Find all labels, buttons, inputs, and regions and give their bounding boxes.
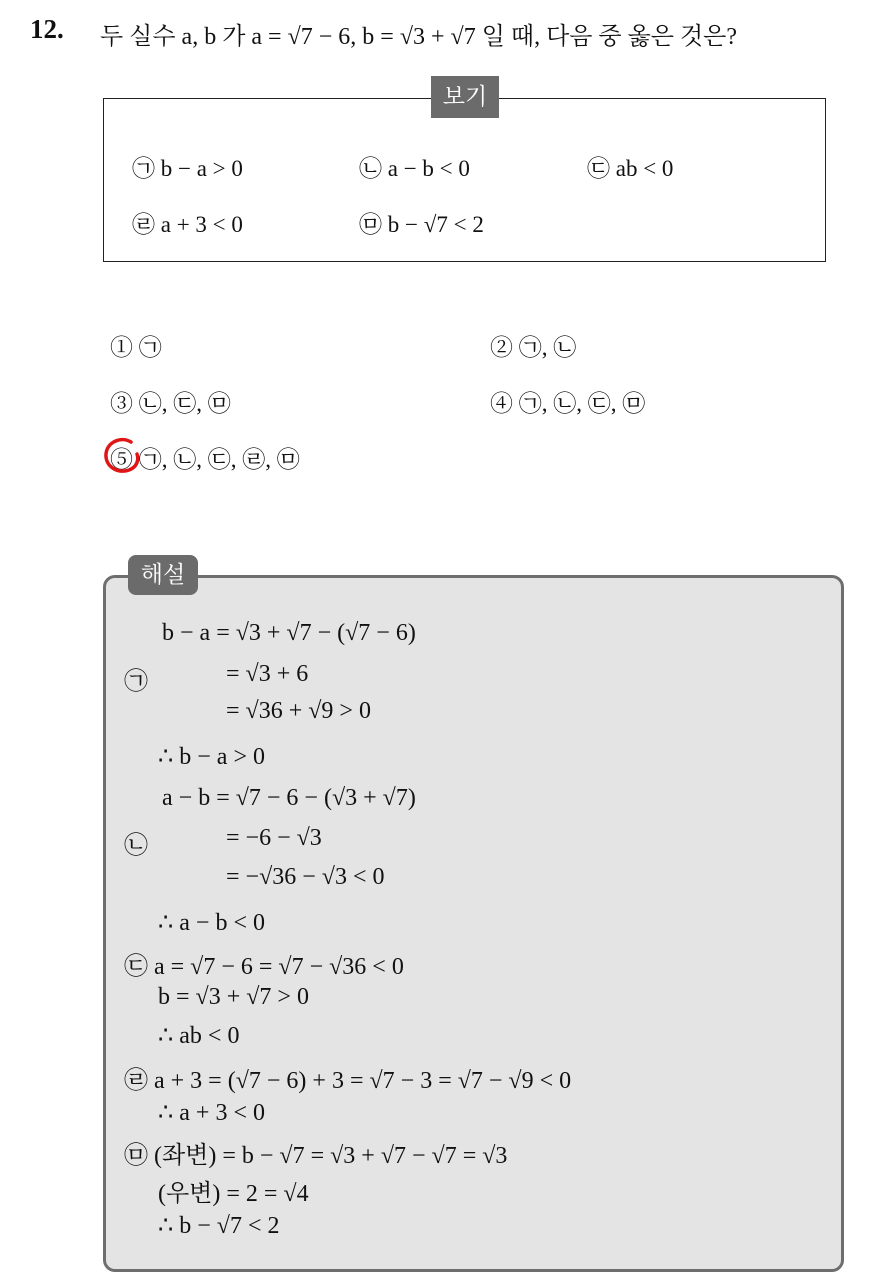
solution-line: ㉣ a + 3 = (√7 − 6) + 3 = √7 − 3 = √7 − √9 < 0	[124, 1068, 572, 1094]
choice-3[interactable]: ③ ㉡, ㉢, ㉤	[110, 391, 231, 416]
bogi-item-1: ㉠ b − a > 0	[132, 156, 243, 181]
answer-mark-circle	[101, 434, 143, 476]
solution-line: b = √3 + √7 > 0	[158, 984, 309, 1010]
solution-line: ∴ a + 3 < 0	[158, 1100, 265, 1126]
solution-label-2: ㉡	[124, 833, 148, 859]
bogi-item-5: ㉤ b − √7 < 2	[359, 212, 484, 237]
solution-line: = √36 + √9 > 0	[226, 698, 371, 724]
solution-line: a − b = √7 − 6 − (√3 + √7)	[162, 785, 416, 811]
solution-label-1: ㉠	[124, 669, 148, 695]
solution-line: ∴ b − √7 < 2	[158, 1213, 280, 1239]
bogi-item-3: ㉢ ab < 0	[587, 156, 674, 181]
solution-line: ∴ b − a > 0	[158, 744, 265, 770]
solution-line: = −√36 − √3 < 0	[226, 864, 385, 890]
bogi-tag: 보기	[431, 76, 499, 118]
solution-line: = √3 + 6	[226, 661, 309, 687]
choice-2[interactable]: ② ㉠, ㉡	[490, 335, 577, 360]
choice-5[interactable]: ⑤ ㉠, ㉡, ㉢, ㉣, ㉤	[110, 447, 300, 472]
solution-line: ㉤ (좌변) = b − √7 = √3 + √7 − √7 = √3	[124, 1143, 508, 1169]
choice-4[interactable]: ④ ㉠, ㉡, ㉢, ㉤	[490, 391, 646, 416]
bogi-item-4: ㉣ a + 3 < 0	[132, 212, 243, 237]
solution-line: b − a = √3 + √7 − (√7 − 6)	[162, 620, 416, 646]
solution-line: ㉢ a = √7 − 6 = √7 − √36 < 0	[124, 954, 404, 980]
solution-tag: 해설	[128, 555, 198, 595]
bogi-item-2: ㉡ a − b < 0	[359, 156, 470, 181]
solution-line: = −6 − √3	[226, 825, 322, 851]
solution-line: ∴ a − b < 0	[158, 910, 265, 936]
solution-line: ∴ ab < 0	[158, 1023, 240, 1049]
question-text: 두 실수 a, b 가 a = √7 − 6, b = √3 + √7 일 때, 다음 중 옳은 것은?	[100, 24, 738, 50]
solution-line: (우변) = 2 = √4	[158, 1181, 309, 1207]
choice-1[interactable]: ① ㉠	[110, 335, 162, 360]
question-number: 12.	[30, 14, 64, 44]
